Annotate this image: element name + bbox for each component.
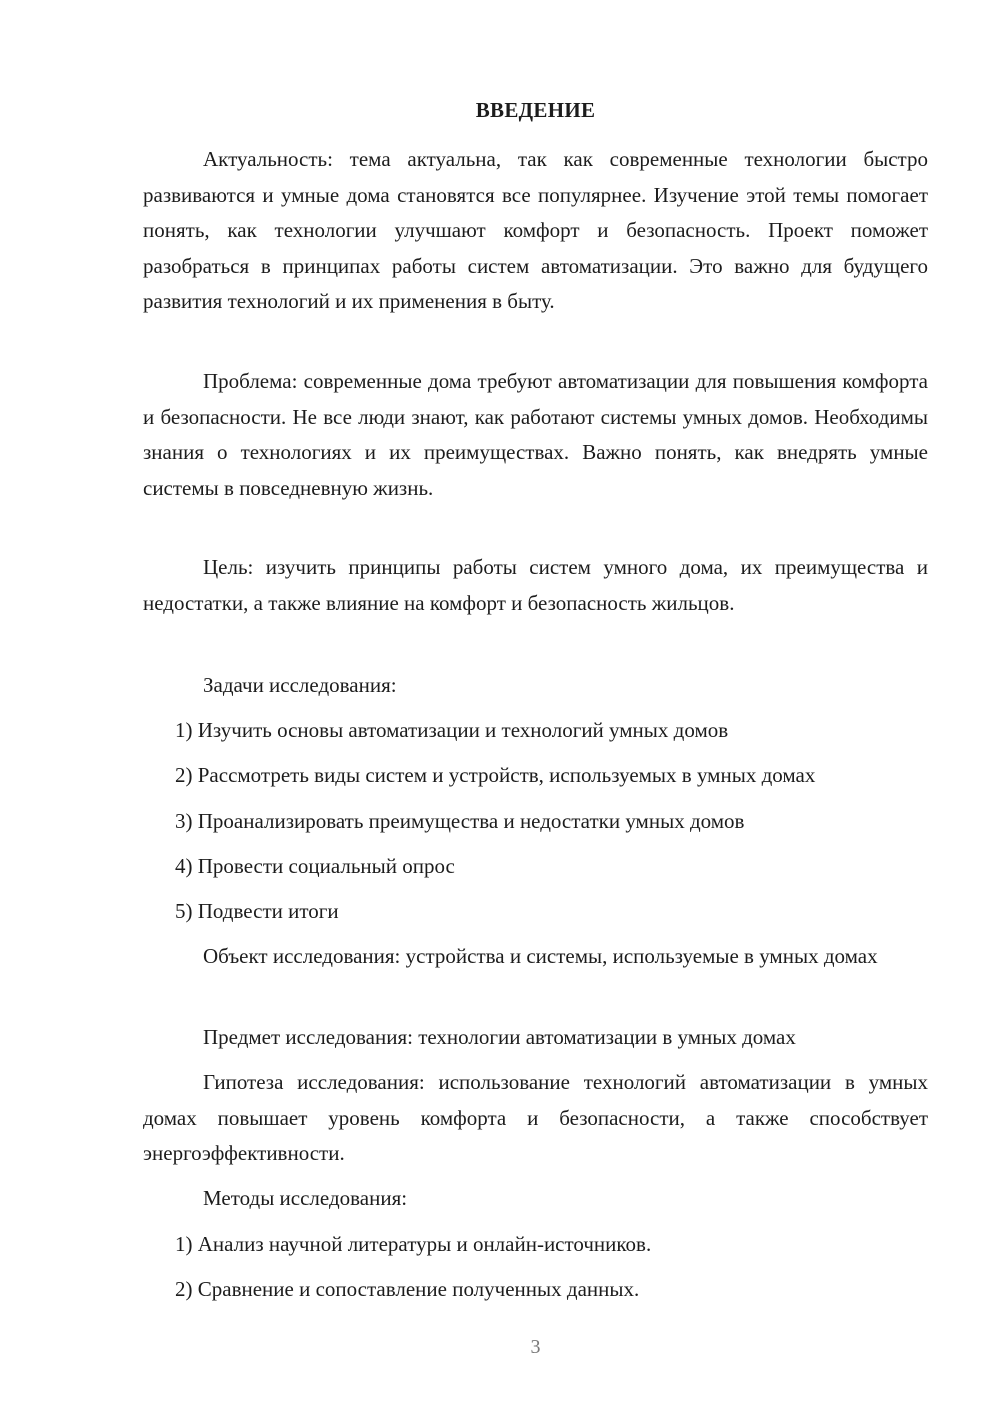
task-item: 3) Проанализировать преимущества и недостатки умных домов <box>175 809 745 833</box>
relevance-paragraph: Актуальность: тема актуальна, так как современные технологии быстро развиваются и умные дома становятся все популярнее. Изучение этой темы помогает понять, как технологии улучшают комфорт и безопасность. Проект поможет разобраться в принципах работы систем автоматизации. Это важно для будущего развития технологий и их применения в быту. <box>143 147 928 313</box>
method-item: 2) Сравнение и сопоставление полученных данных. <box>175 1277 640 1301</box>
task-item: 2) Рассмотреть виды систем и устройств, используемых в умных домах <box>175 763 816 787</box>
method-item: 1) Анализ научной литературы и онлайн-источников. <box>175 1232 652 1256</box>
methods-heading: Методы исследования: <box>203 1186 408 1210</box>
object-paragraph: Объект исследования: устройства и системы, используемые в умных домах <box>203 944 878 968</box>
task-item: 5) Подвести итоги <box>175 899 339 923</box>
page-number: 3 <box>530 1336 541 1358</box>
document-page <box>143 0 928 1414</box>
task-item: 4) Провести социальный опрос <box>175 854 455 878</box>
task-item: 1) Изучить основы автоматизации и технологий умных домов <box>175 718 729 742</box>
document-title: ВВЕДЕНИЕ <box>475 98 596 122</box>
goal-paragraph: Цель: изучить принципы работы систем умного дома, их преимущества и недостатки, а также влияние на комфорт и безопасность жильцов. <box>143 555 928 615</box>
problem-paragraph: Проблема: современные дома требуют автоматизации для повышения комфорта и безопасности. Не все люди знают, как работают системы умных домов. Необходимы знания о технологиях и их преимуществах. Важно понять, как внедрять умные системы в повседневную жизнь. <box>143 369 928 500</box>
hypothesis-paragraph: Гипотеза исследования: использование технологий автоматизации в умных домах повышает уровень комфорта и безопасности, а также способствует энергоэффективности. <box>143 1070 928 1165</box>
tasks-heading: Задачи исследования: <box>203 673 397 697</box>
subject-paragraph: Предмет исследования: технологии автоматизации в умных домах <box>203 1025 796 1049</box>
